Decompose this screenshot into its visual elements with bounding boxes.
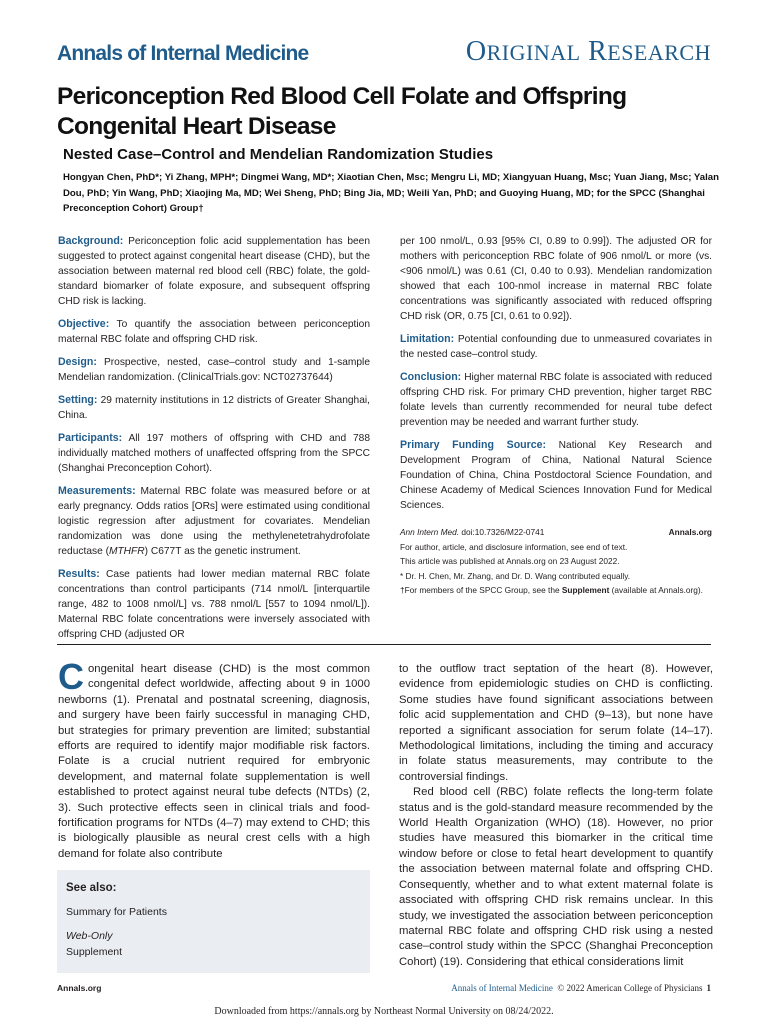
abstract-setting: Setting: 29 maternity institutions in 12 districts of Greater Shanghai, China. (58, 394, 370, 421)
abstract-funding: Primary Funding Source: National Key Research and Development Program of China, National Natural Science Foundation of China, China Postdoctoral Science Foundation, and Chinese Academy of Medical Sciences Innovation Fund for Medical Sciences. (400, 439, 712, 511)
body-paragraph-1-continued: to the outflow tract septation of the heart (8). However, evidence from epidemiologic studies on CHD is conflicting. Some studies have found significant associations between folic acid supplementation and CHD (9–13), but none have reported a significant association for serum folate (14–17). Methodological limitations, including the timing and accuracy in folate status measurements, may contribute to the controversial findings. (399, 663, 713, 783)
abstract-right-column (400, 234, 712, 598)
drop-cap: C (58, 656, 84, 697)
abstract-results: Results: Case patients had lower median maternal RBC folate concentrations than control participants (714 nmol/L [interquartile range, 482 to 1008 nmol/L] vs. 788 nmol/L [557 to 1094 nmol/L]). Maternal RBC folate concentrations were inversely associated with offspring CHD (adjusted OR (58, 568, 370, 640)
abstract-conclusion: Conclusion: Higher maternal RBC folate is associated with reduced offspring CHD risk. For primary CHD prevention, higher target RBC folate levels than currently recommended for neural tube defect prevention may be needed and warrant further study. (400, 371, 712, 428)
summary-for-patients-link[interactable]: Summary for Patients (66, 906, 167, 918)
author-list: Hongyan Chen, PhD*; Yi Zhang, MPH*; Dingmei Wang, MD*; Xiaotian Chen, Msc; Mengru Li, MD; Xiangyuan Huang, Msc; Yuan Jiang, Msc; Yalan Dou, PhD; Yin Wang, PhD; Xiaojing Ma, MD; Wei Sheng, PhD; Bing Jia, MD; Weili Yan, PhD; and Guoying Huang, MD; for the SPCC (Shanghai Preconception Cohort) Group† (63, 172, 719, 214)
see-also-box (57, 870, 370, 973)
body-paragraph-2: Red blood cell (RBC) folate reflects the long-term folate status and is the gold-standard measure recommended by the World Health Organization (WHO) (18). However, no prior studies have measured this biomarker in the critical time window before or close to fetal heart development to quantify the association between maternal folate and offspring CHD. Consequently, whether and to what extent maternal folate is associated with offspring CHD risk remains unclear. In this study, we investigated the association between periconception maternal RBC folate and offspring CHD risk using a nested case–control study within the SPCC (Shanghai Preconception Cohort) (19). Considering that ethical considerations limit (399, 786, 713, 968)
abstract-measurements: Measurements: Maternal RBC folate was measured before or at early pregnancy. Odds ratios [ORs] were estimated using conditional logistic regression after adjustment for covariates. Mendelian randomization was done using the methylenetetrahydrofolate reductase (MTHFR) C677T as the genetic instrument. (58, 485, 370, 557)
section-divider (57, 644, 711, 645)
citation-info: Ann Intern Med. doi:10.7326/M22-0741 Annals.org For author, article, and disclosure information, see end of text. This article was published at Annals.org on 23 August 2022. * Dr. H. Chen, Mr. Zhang, and Dr. D. Wang contributed equally. †For members of the SPCC Group, see the Supplement (available at Annals.org). (400, 527, 712, 595)
abstract-results-continued: per 100 nmol/L, 0.93 [95% CI, 0.89 to 0.99]). The adjusted OR for mothers with periconception RBC folate of 906 nmol/L or more (vs. <906 nmol/L) was 0.61 (CI, 0.40 to 0.93). Mendelian randomization showed that each 100-nmol increase in maternal RBC folate concentrations was significantly associated with reduced offspring CHD risk (OR, 0.75 [CI, 0.61 to 0.92]). (400, 236, 712, 322)
download-notice: Downloaded from https://annals.org by Northeast Normal University on 08/24/2022. (214, 1006, 554, 1017)
article-title: Periconception Red Blood Cell Folate and Offspring Congenital Heart Disease (57, 83, 627, 140)
page-number: 1 (706, 983, 711, 993)
supplement-link[interactable]: Supplement (66, 946, 123, 958)
abstract-design: Design: Prospective, nested, case–control study and 1-sample Mendelian randomization. (ClinicalTrials.gov: NCT02737644) (58, 356, 370, 383)
body-left-column (58, 656, 370, 862)
web-only-label: Web-Only (66, 930, 113, 942)
journal-name: Annals of Internal Medicine (57, 42, 309, 65)
body-paragraph-1: Congenital heart disease (CHD) is the most common congenital defect worldwide, affecting about 9 in 1000 newborns (1). Prenatal and postnatal screening, diagnosis, and surgery have been fairly successful in managing CHD, but strategies for primary prevention are limited; substantial efforts are required to identify major modifiable risk factors. Folate is a crucial nutrient required for embryonic development, and maternal folate supplementation is well established to protect against neural tube defects (NTDs) (2, 3). Such protective effects seen in clinical trials and food-fortification programs for NTDs (4–7) may extend to CHD; this is biologically plausible as neural crest cells with a high demand for folate also contribute (58, 656, 370, 860)
see-also-heading: See also: (66, 882, 117, 894)
abstract-background: Background: Periconception folic acid supplementation has been suggested to protect against congenital heart disease (CHD), but the association between maternal red blood cell (RBC) folate, the gold-standard biomarker of folate exposure, and subsequent offspring CHD risk is lacking. (58, 235, 370, 307)
footer-journal: Annals of Internal Medicine © 2022 American College of Physicians 1 (451, 983, 711, 993)
abstract-participants: Participants: All 197 mothers of offspring with CHD and 788 individually matched mothers of unaffected offspring from the SPCC (Shanghai Preconception Cohort). (58, 432, 370, 474)
abstract-limitation: Limitation: Potential confounding due to unmeasured covariates in the nested case–control study. (400, 333, 712, 360)
abstract-objective: Objective: To quantify the association between periconception maternal RBC folate and offspring CHD risk. (58, 318, 370, 345)
footer-site: Annals.org (57, 983, 102, 993)
supplement-link[interactable]: Supplement (561, 585, 610, 595)
section-label: ORIGINAL RESEARCH (465, 36, 711, 67)
abstract-left-column (58, 234, 370, 650)
site-link[interactable]: Annals.org (668, 527, 712, 537)
body-right-column (399, 662, 713, 970)
article-subtitle: Nested Case–Control and Mendelian Randomization Studies (63, 146, 494, 163)
